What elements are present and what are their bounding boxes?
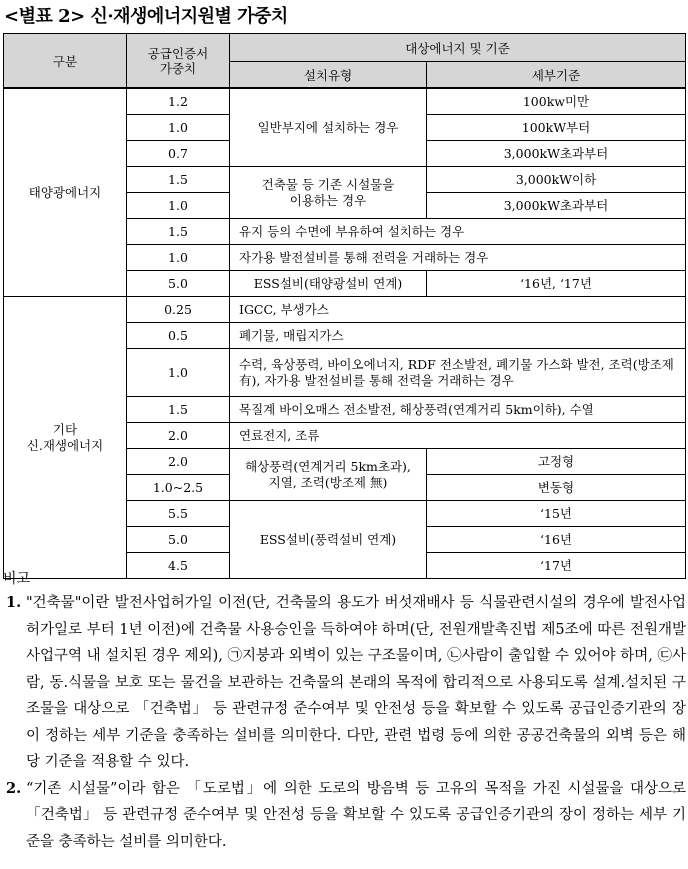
header-category: 구분 [4,34,127,89]
install-type-cell: 일반부지에 설치하는 경우 [230,88,427,167]
note-item [6,776,686,856]
header-weight: 공급인증서 가중치 [127,34,230,89]
full-width-cell: 수력, 육상풍력, 바이오에너지, RDF 전소발전, 폐기물 가스화 발전, 조력(방조제 有), 자가용 발전설비를 통해 전력을 거래하는 경우 [230,349,686,397]
weight-table [3,33,686,579]
detail-cell: ‘16년 [427,527,686,553]
weight-cell: 1.0 [127,349,230,397]
weight-cell: 0.25 [127,297,230,323]
weight-cell: 1.5 [127,219,230,245]
weight-cell: 5.5 [127,501,230,527]
header-target-standard: 대상에너지 및 기준 [230,34,686,62]
weight-cell: 1.5 [127,167,230,193]
full-width-cell: 유지 등의 수면에 부유하여 설치하는 경우 [230,219,686,245]
note-number: 1. [6,594,22,611]
page-title: <별표 2> 신·재생에너지원별 가중치 [4,6,288,27]
weight-cell: 1.5 [127,397,230,423]
full-width-cell: 목질계 바이오매스 전소발전, 해상풍력(연계거리 5km이하), 수열 [230,397,686,423]
note-number: 2. [6,779,22,797]
full-width-cell: 자가용 발전설비를 통해 전력을 거래하는 경우 [230,245,686,271]
note-text: “기존 시설물”이라 함은 「도로법」에 의한 도로의 방음벽 등 고유의 목적을 가진 시설물을 대상으로 「건축법」 등 관련규정 준수여부 및 안전성 등을 확보할 수 있도록 공급인증기관의 장이 정하는 세부 기준을 충족하는 설비를 의미한다. [26,780,686,850]
table-row [4,88,686,115]
header-install-type: 설치유형 [230,62,427,89]
detail-cell: 100kw미만 [427,88,686,115]
weight-cell: 1.2 [127,88,230,115]
category-other: 기타 신.재생에너지 [4,297,127,579]
weight-cell: 0.7 [127,141,230,167]
install-type-cell: ESS설비(태양광설비 연계) [230,271,427,297]
weight-cell: 1.0 [127,193,230,219]
weight-cell: 1.0~2.5 [127,475,230,501]
weight-cell: 1.0 [127,115,230,141]
detail-cell: 100kW부터 [427,115,686,141]
notes-heading: 비고 [3,571,31,587]
full-width-cell: 폐기물, 매립지가스 [230,323,686,349]
table-row [4,297,686,323]
notes-list [6,590,686,855]
detail-cell: ‘15년 [427,501,686,527]
weight-cell: 1.0 [127,245,230,271]
table-header [4,34,686,89]
install-type-cell: ESS설비(풍력설비 연계) [230,501,427,579]
full-width-cell: 연료전지, 조류 [230,423,686,449]
header-detail-standard: 세부기준 [427,62,686,89]
detail-cell: 3,000kW이하 [427,167,686,193]
weight-cell: 2.0 [127,449,230,475]
detail-cell: 고정형 [427,449,686,475]
install-type-cell: 건축물 등 기존 시설물을 이용하는 경우 [230,167,427,219]
category-solar: 태양광에너지 [4,88,127,297]
full-width-cell: IGCC, 부생가스 [230,297,686,323]
note-text: "건축물"이란 발전사업허가일 이전(단, 건축물의 용도가 버섯재배사 등 식물관련시설의 경우에 발전사업허가일로 부터 1년 이전)에 건축물 사용승인을 득하여야 하며(단, 전원개발촉진법 제5조에 따른 전원개발사업구역 내 설치된 경우 제외), ㉠지붕과 외벽이 있는 구조물이며, ㉡사람이 출입할 수 있어야 하며, ㉢사람, 동.식물을 보호 또는 물건을 보관하는 건축물의 본래의 목적에 합리적으로 사용되도록 설계.설치된 구조물을 대상으로 「건축법」 등 관련규정 준수여부 및 안전성 등을 확보할 수 있도록 공급인증기관의 장이 정하는 세부 기준을 충족하는 설비를 의미한다. 다만, 관련 법령 등에 의한 공공건축물의 외벽 등은 해당 기준을 적용할 수 있다. [26,595,686,770]
detail-cell: 3,000kW초과부터 [427,141,686,167]
detail-cell: 3,000kW초과부터 [427,193,686,219]
weight-cell: 2.0 [127,423,230,449]
detail-cell: ‘16년, ‘17년 [427,271,686,297]
weight-cell: 4.5 [127,553,230,579]
detail-cell: 변동형 [427,475,686,501]
detail-cell: ‘17년 [427,553,686,579]
install-type-cell: 해상풍력(연계거리 5km초과), 지열, 조력(방조제 無) [230,449,427,501]
weight-cell: 5.0 [127,527,230,553]
note-item [6,590,686,776]
weight-cell: 5.0 [127,271,230,297]
weight-cell: 0.5 [127,323,230,349]
